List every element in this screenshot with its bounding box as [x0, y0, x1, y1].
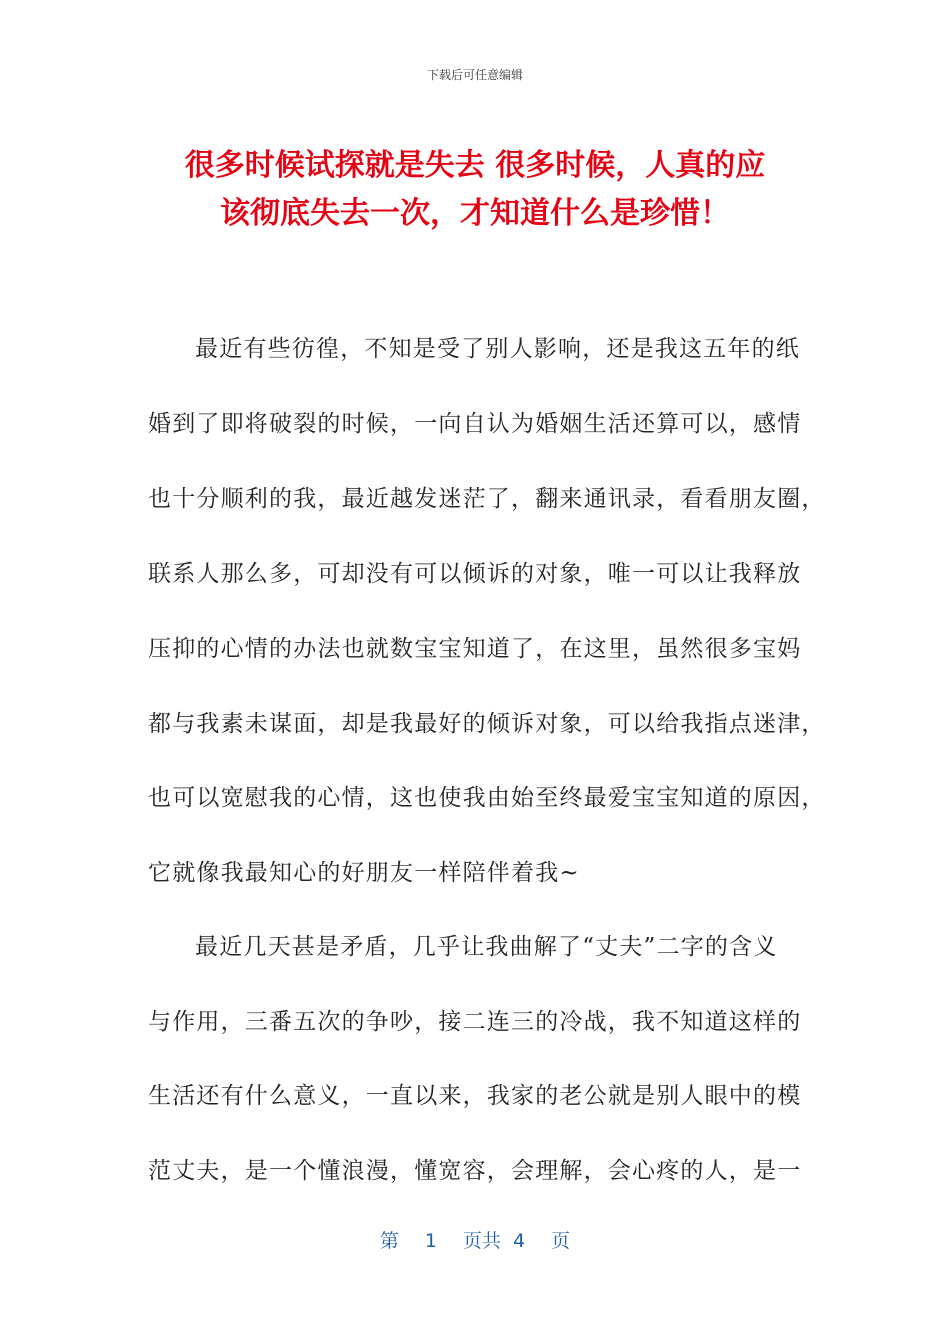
body-line: 它就像我最知心的好朋友一样陪伴着我~	[148, 860, 580, 886]
footer-prefix: 第	[379, 1230, 399, 1252]
body-line: 生活还有什么意义，一直以来，我家的老公就是别人眼中的模	[148, 1083, 802, 1109]
footer-suffix: 页	[551, 1230, 571, 1252]
body-line: 联系人那么多，可却没有可以倾诉的对象，唯一可以让我释放	[148, 561, 802, 587]
footer-middle: 页共	[462, 1230, 501, 1252]
body-line: 婚到了即将破裂的时候，一向自认为婚姻生活还算可以，感情	[148, 411, 802, 437]
title-line-1: 很多时候试探就是失去 很多时候，人真的应	[184, 148, 766, 183]
body-line: 也可以宽慰我的心情，这也使我由始至终最爱宝宝知道的原因，	[148, 785, 826, 811]
body-line: 最近几天甚是矛盾，几乎让我曲解了“丈夫”二字的含义	[195, 934, 778, 960]
body-line: 最近有些彷徨，不知是受了别人影响，还是我这五年的纸	[195, 336, 800, 362]
title-line-2: 该彻底失去一次，才知道什么是珍惜！	[220, 196, 730, 231]
body-line: 都与我素未谋面，却是我最好的倾诉对象，可以给我指点迷津，	[148, 711, 826, 737]
body-line: 压抑的心情的办法也就数宝宝知道了，在这里，虽然很多宝妈	[148, 636, 802, 662]
footer-page-number: 1	[424, 1230, 437, 1252]
document-title	[130, 142, 820, 238]
page-footer	[0, 1226, 950, 1253]
body-line: 范丈夫，是一个懂浪漫，懂宽容，会理解，会心疼的人，是一	[148, 1158, 802, 1184]
header-note: 下载后可任意编辑	[426, 68, 523, 82]
body-line: 与作用，三番五次的争吵，接二连三的冷战，我不知道这样的	[148, 1009, 802, 1035]
body-line: 也十分顺利的我，最近越发迷茫了，翻来通讯录，看看朋友圈，	[148, 486, 826, 512]
footer-total-pages: 4	[513, 1230, 526, 1252]
